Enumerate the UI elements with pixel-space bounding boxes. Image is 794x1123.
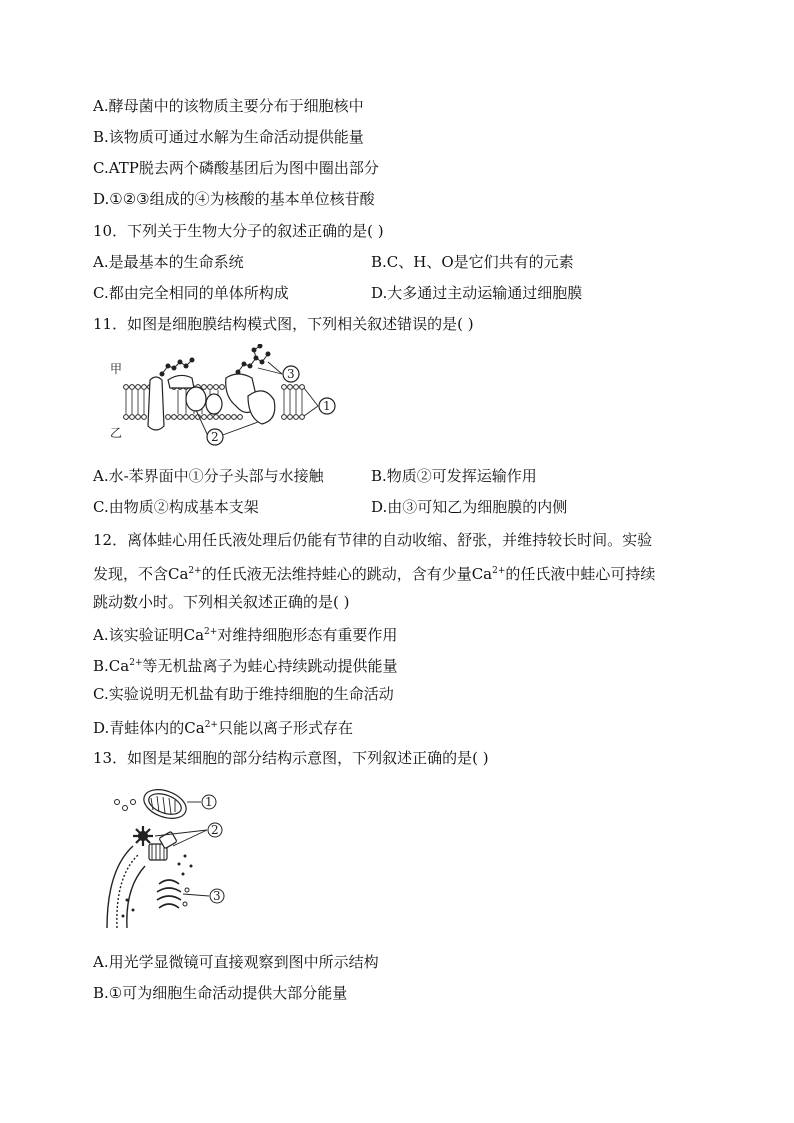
q9-option-b: B.该物质可通过水解为生命活动提供能量 (93, 128, 364, 146)
mitochondrion (140, 784, 190, 823)
svg-text:2: 2 (211, 823, 219, 837)
membrane-proteins (148, 374, 275, 430)
q11-option-d: D.由③可知乙为细胞膜的内侧 (371, 498, 568, 516)
svg-text:1: 1 (323, 399, 331, 413)
label-circle-1 (202, 795, 216, 809)
svg-text:2: 2 (211, 430, 219, 444)
q12-stem-line1: 12．离体蛙心用任氏液处理后仍能有节律的自动收缩、舒张，并维持较长时间。实验 (93, 531, 653, 549)
q13-option-b: B.①可为细胞生命活动提供大部分能量 (93, 984, 348, 1002)
figure-label-bottom: 乙 (110, 426, 123, 440)
q11-stem: 11．如图是细胞膜结构模式图，下列相关叙述错误的是( ) (93, 315, 474, 333)
q13-stem: 13．如图是某细胞的部分结构示意图，下列叙述正确的是( ) (93, 749, 489, 767)
label-circle-2 (207, 429, 223, 445)
q10-option-a: A.是最基本的生命系统 (93, 253, 244, 271)
q10-stem: 10．下列关于生物大分子的叙述正确的是( ) (93, 222, 384, 240)
centrosome (133, 826, 153, 846)
q11-option-c: C.由物质②构成基本支架 (93, 498, 259, 516)
q13-option-a: A.用光学显微镜可直接观察到图中所示结构 (93, 953, 379, 971)
cell-structure-figure (103, 780, 233, 930)
figure-label-top: 甲 (110, 362, 123, 376)
q12-stem-line3: 跳动数小时。下列相关叙述正确的是( ) (93, 593, 350, 611)
label-circle-1 (319, 398, 335, 414)
q12-option-b: $B.Ca^{2+}$等无机盐离子为蛙心持续跳动提供能量 (93, 657, 398, 675)
label-circle-3 (210, 889, 224, 903)
q10-option-d: D.大多通过主动运输通过细胞膜 (371, 284, 583, 302)
svg-text:3: 3 (287, 367, 295, 381)
q11-option-b: B.物质②可发挥运输作用 (371, 467, 537, 485)
q12-option-c: C.实验说明无机盐有助于维持细胞的生命活动 (93, 685, 394, 703)
q10-option-c: C.都由完全相同的单体所构成 (93, 284, 289, 302)
q9-option-c: C.ATP脱去两个磷酸基团后为图中圈出部分 (93, 159, 379, 177)
q11-option-a: A.水-苯界面中①分子头部与水接触 (93, 467, 324, 485)
glycocalyx-chains (160, 344, 270, 376)
label-circle-2 (208, 823, 222, 837)
svg-text:1: 1 (205, 795, 213, 809)
cell-membrane-figure (108, 344, 348, 450)
label-circle-3 (283, 366, 299, 382)
q12-option-a: A.该实验证明$Ca^{2+}$对维持细胞形态有重要作用 (93, 626, 398, 644)
q10-option-b: B.C、H、O是它们共有的元素 (371, 253, 574, 271)
svg-text:3: 3 (213, 889, 221, 903)
q12-option-d: D.青蛙体内的$Ca^{2+}$只能以离子形式存在 (93, 719, 353, 737)
q9-option-d: D.①②③组成的④为核酸的基本单位核苷酸 (93, 190, 375, 208)
q9-option-a: A.酵母菌中的该物质主要分布于细胞核中 (93, 97, 364, 115)
nuclear-envelope (107, 846, 145, 928)
q12-stem-line2: 发现，不含$Ca^{2+}$的任氏液无法维持蛙心的跳动，含有少量$Ca^{2+}$的任氏液中蛙心可持续 (93, 565, 656, 583)
